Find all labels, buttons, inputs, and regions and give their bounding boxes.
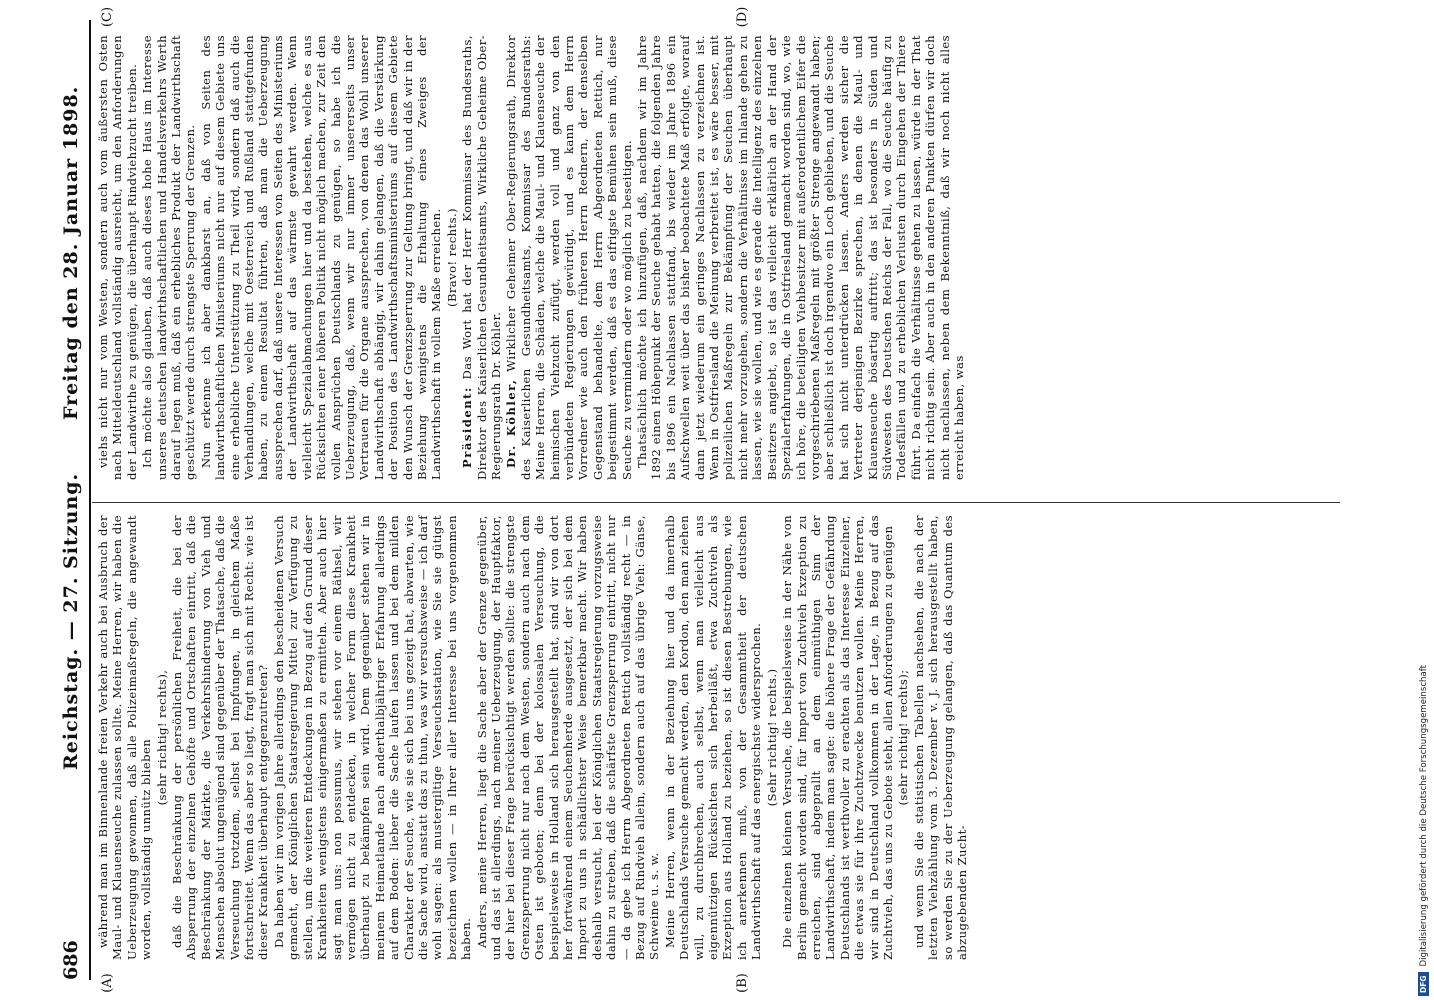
paragraph: Die einzelnen kleinen Versuche, die beispielsweise in der Nähe von Berlin gemacht worden sind, für Import von Zuchtvieh Exzeption zu erreichen, sind abgeprallt an dem einmüthigen Sinn der Landwirthschaft, indem man sagte: die höhere Frage der Gefährdung Deutschlands ist werthvoller zu erachten als das Interesse Einzelner, die etwas sie für ihre Zuchtzwecke benutzen wollen. Meine Herren, wir sind in Deutschland vollkommen in der Lage, in Bezug auf das Zuchtvieh, das uns zu Gebote steht, allen Anforderungen zu genügen: [780, 515, 895, 960]
session-date: Freitag den 28. Januar 1898.: [60, 85, 82, 420]
digitization-watermark: [1418, 6, 1434, 996]
right-column: [96, 35, 1336, 480]
paragraph: Anders, meine Herren, liegt die Sache aber der Grenze gegenüber, und das ist allerdings, nach meiner Ueberzeugung, der Hauptfaktor, der hier bei dieser Frage berücksichtigt werden sollte: die strengste Grenzsperrung nicht nur nach dem Westen, sondern auch nach dem Osten ist geboten; denn bei der kolossalen Verseuchung, die beispielsweise in Holland sich herausgestellt hat, sind wir von dort her fortwährend einem Seuchenherde ausgesetzt, der sich bei dem Import zu uns in schädlichster Weise bemerkbar macht. Wir haben deshalb versucht, bei der Königlichen Staatsregierung vorzugsweise dahin zu streben, daß die schärfste Grenzsperrung eintritt, nicht nur — da gebe ich Herrn Abgeordneten Rettich vollständig recht — in Bezug auf Rindvieh allein, sondern auch auf das übrige Vieh: Gänse, Schweine u. s. w.: [474, 515, 662, 960]
header-rule: [89, 20, 91, 980]
margin-marker-d: (D): [735, 6, 750, 28]
column-divider: [92, 502, 1340, 503]
watermark-text: Digitalisierung gefördert durch die Deutsche Forschungsgemeinschaft: [1419, 664, 1429, 967]
interjection: (sehr richtig! rechts);: [896, 669, 911, 806]
page-header: [54, 20, 88, 980]
paragraph: Nun erkenne ich aber dankbarst an, daß von Seiten des landwirthschaftlichen Ministeriums nicht nur auf diesem Gebiete uns eine erhebliche Unterstützung zu Theil wird, sondern daß auch die Verhandlungen, welche mit Oesterreich und Rußland stattgefunden haben, zu einem Resultat führten, daß man die Ueberzeugung aussprechen darf, daß unsere Interessen von Seiten des Ministeriums der Landwirthschaft auf das wärmste gewahrt werden. Wenn vielleicht Spezialabmachungen hier und da bestehen, welche es aus Rücksichten einer höheren Politik nicht möglich machen, zur Zeit den vollen Ansprüchen Deutschlands zu genügen, so habe ich die Ueberzeugung, daß, wenn wir nur immer unsererseits unser Vertrauen für die Organe aussprechen, von denen das Wohl unserer Landwirthschaft abhängig, wir dahin gelangen, daß die Verstärkung der Position des Landwirthschaftsministeriums auf diesem Gebiete den Wunsch der Grenzsperrung zur Geltung bringt, und daß wir in der Beziehung wenigstens die Erhaltung eines Zweiges der Landwirthschaft in vollem Maße erreichen.: [198, 35, 444, 480]
paragraph: Meine Herren, wenn in der Beziehung hier und da innerhalb Deutschlands Versuche gemacht werden, den Kordon, den man ziehen will, zu durchbrechen, auch selbst, wenn man vielleicht aus eigennützigen Rücksichten sich herbeiläßt, etwa Zuchtvieh als Exzeption aus Holland zu beziehen, so ist diesen Bestrebungen, wie ich anerkennen muß, von der Gesammtheit der deutschen Landwirthschaft auf das energischste widersprochen.: [662, 515, 764, 960]
session-title: Reichstag. — 27. Sitzung.: [60, 472, 82, 770]
page-number: 686: [60, 940, 82, 980]
interjection: (Bravo! rechts.): [444, 208, 459, 307]
left-column: [96, 515, 1336, 960]
speech-text: Wirklicher Geheimer Ober-Regierungsrath, Direktor des Kaiserlichen Gesundheitsamts, Kommissar des Bundesraths: Meine Herren, die Schäden, welche die Maul- und Klauenseuche der heimischen Viehzucht zufügt, werden voll und ganz von den verbündeten Regierungen gewürdigt, und es kann dem Herrn Vorredner wie auch den früheren Herrn Rednern, der denselben Gegenstand behandelte, dem Herrn Abgeordneten Rettich, nur beigestimmt werden, daß es das eifrigste Bemühen sein muß, diese Seuche zu vermindern oder wo möglich zu beseitigen.: [504, 35, 634, 480]
paragraph: und wenn Sie die statistischen Tabellen nachsehen, die nach der letzten Viehzählung vom 3. Dezember v. J. sich herausgestellt haben, so werden Sie zu der Ueberzeugung gelangen, daß das Quantum des abzugebenden Zucht-: [911, 515, 969, 960]
interjection: (Sehr richtig! rechts.): [764, 668, 779, 807]
speech-text: Das Wort hat der Herr Kommissar des Bundesraths, Direktor des Kaiserlichen Gesundheitsamts, Wirkliche Geheime Ober-Regierungsrath Dr. Köhler.: [460, 35, 503, 480]
interjection: (sehr richtig! rechts),: [154, 669, 169, 806]
dfg-logo: DFG: [1418, 972, 1429, 996]
speaker-name: Präsident:: [460, 386, 475, 468]
margin-marker-a: (A): [100, 973, 115, 993]
paragraph: daß die Beschränkung der persönlichen Freiheit, die bei der Absperrung der einzelnen Gehöfte und Ortschaften eintritt, daß die Beschränkung der Märkte, die Verkehrshinderung von Vieh und Menschen absolut ungenügend sind gegenüber der Thatsache, daß die Verseuchung trotzdem, selbst bei Impfungen, in gleichem Maße fortschreitet. Wenn das aber so liegt, fragt man sich mit Recht: wie ist dieser Krankheit überhaupt entgegenzutreten?: [170, 515, 271, 960]
paragraph: während man im Binnenlande freien Verkehr auch bei Ausbruch der Maul- und Klauenseuche zulassen sollte. Meine Herren, wir haben die Ueberzeugung gewonnen, daß alle Polizeimaßregeln, die angewandt worden, vollständig unnütz blieben: [96, 515, 154, 960]
paragraph: Ich möchte also glauben, daß auch dieses hohe Haus im Interesse unseres deutschen landwirthschaftlichen und Handelsverkehrs Werth darauf legen muß, daß ein erhebliches Produkt der Landwirthschaft geschützt werde durch strengste Sperrung der Grenzen.: [140, 35, 198, 480]
margin-marker-b: (B): [735, 973, 750, 993]
margin-marker-c: (C): [100, 6, 115, 28]
paragraph: viehs nicht nur vom Westen, sondern auch vom äußersten Osten nach Mitteldeutschland vollständig ausreicht, um den Anforderungen der Landwirthe zu genügen, die überhaupt Rindviehzucht treiben.: [96, 35, 139, 480]
speech-paragraph: [460, 35, 503, 480]
speaker-name: Dr. Köhler,: [504, 378, 519, 468]
paragraph: Da haben wir im vorigen Jahre allerdings den bescheidenen Versuch gemacht, der Königlichen Staatsregierung Mittel zur Verfügung zu stellen, um die weiteren Entdeckungen in Bezug auf den Grund dieser Krankheiten wenigstens einigermaßen zu ermitteln. Aber auch hier sagt man uns: non possumus, wir stehen vor einem Räthsel, wir vermögen nicht zu entdecken, in welcher Form diese Krankheit überhaupt zu bekämpfen sein wird. Dem gegenüber stehen wir in meinem Heimatlande nach anderthalbjähriger Erfahrung allerdings auf dem Boden: lieber die Sache laufen lassen und bei dem milden Charakter der Seuche, wie sie sich bei uns gezeigt hat, abwarten, wie die Sache wird, anstatt das zu thun, was wir versuchsweise — ich darf wohl sagen: als mustergiltige Verseuchsstation, wie Sie sie gütigst bezeichnen wollen — in Ihrer aller Interesse bei uns vorgenommen haben.: [271, 515, 474, 960]
speech-paragraph: [504, 35, 634, 480]
paragraph: Thatsächlich möchte ich hinzufügen, daß, nachdem wir im Jahre 1892 einen Höhepunkt der Seuche gehabt hatten, die folgenden Jahre bis 1896 ein Nachlassen stattfand, bis wieder im Jahre 1896 ein Aufschwellen weit über das bisher beobachtete Maß erfolgte, worauf dann jetzt wiederum ein geringes Nachlassen zu verzeichnen ist. Wenn in Ostfriesland die Meinung verbreitet ist, es wäre besser, mit polizeilichen Maßregeln zur Bekämpfung der Seuchen überhaupt nicht mehr vorzugehen, sondern die Verhältnisse im Inlande gehen zu lassen, wie sie wollen, und wie es gerade die Intelligenz des einzelnen Besitzers angiebt, so ist das vielleicht erklärlich an der Hand der Spezialerfahrungen, die in Ostfriesland gemacht worden sind, wo, wie ich höre, die beteiligten Viehbesitzer mit außerordentlichem Eifer die vorgeschriebenen Maßregeln mit größter Strenge angewandt haben; aber schließlich ist doch irgendwo ein Loch geblieben, und die Seuche hat sich nicht unterdrücken lassen. Anders werden sicher die Vertreter derjenigen Bezirke sprechen, in denen die Maul- und Klauenseuche bösartig auftritt; das ist besonders in Süden und Südwesten des Deutschen Reichs der Fall, wo die Seuche häufig zu Todesfällen und zu erheblichen Verlusten durch Eingehen der Thiere führt. Da einfach die Verhältnisse gehen zu lassen, würde in der That nicht richtig sein. Aber auch in den anderen Punkten dürfen wir doch nicht nachlassen, neben dem Bekenntniß, daß wir noch nicht alles erreicht haben, was: [635, 35, 966, 480]
